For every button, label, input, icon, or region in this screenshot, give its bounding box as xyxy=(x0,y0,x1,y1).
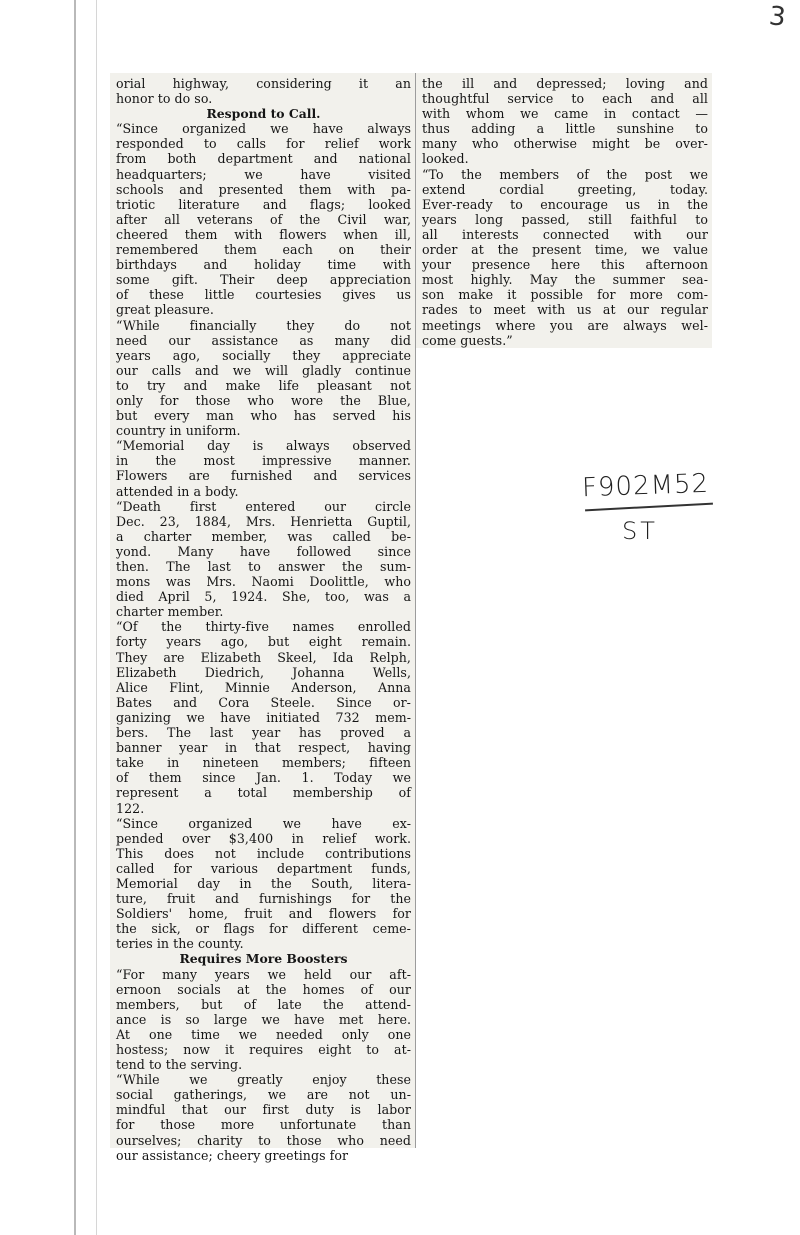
text-line: birthdays and holiday time with xyxy=(116,257,411,273)
text-line: Alice Flint, Minnie Anderson, Anna xyxy=(116,679,411,695)
text-line: for those more unfortunate than xyxy=(116,1117,411,1133)
text-line: “Since organized we have always xyxy=(116,121,411,137)
text-line: “To the members of the post we xyxy=(422,166,708,182)
text-line: hostess; now it requires eight to at- xyxy=(116,1042,411,1057)
text-line: responded to calls for relief work xyxy=(116,136,411,152)
text-line: Bates and Cora Steele. Since or- xyxy=(116,694,411,710)
right-column-text xyxy=(416,73,712,352)
text-line: “Death first entered our circle xyxy=(116,498,411,514)
text-line: tend to the serving. xyxy=(116,1057,243,1073)
text-line: some gift. Their deep appreciation xyxy=(116,272,411,288)
text-line: 122. xyxy=(116,800,145,816)
text-line: looked. xyxy=(422,151,469,167)
text-line: a charter member, was called be- xyxy=(116,528,411,544)
text-line: thoughtful service to each and all xyxy=(422,91,708,107)
text-line: triotic literature and flags; looked xyxy=(116,196,411,212)
text-line: thus adding a little sunshine to xyxy=(422,121,708,137)
text-line: of them since Jan. 1. Today we xyxy=(116,770,411,786)
text-line: extend cordial greeting, today. xyxy=(422,181,708,197)
page-fold xyxy=(96,0,97,1235)
text-line: Dec. 23, 1884, Mrs. Henrietta Guptil, xyxy=(116,513,411,529)
text-line: yond. Many have followed since xyxy=(116,543,411,559)
text-line: honor to do so. xyxy=(116,91,213,107)
text-line: with whom we came in contact — xyxy=(422,106,708,122)
text-line: This does not include contributions xyxy=(116,845,411,861)
text-line: country in uniform. xyxy=(116,423,241,439)
text-line: order at the present time, we value xyxy=(422,242,708,258)
text-line: ance is so large we have met here. xyxy=(116,1011,411,1027)
text-line: represent a total membership of xyxy=(116,785,411,801)
section-heading: Requires More Boosters xyxy=(179,951,348,967)
left-column-text xyxy=(110,73,415,1167)
text-line: schools and presented them with pa- xyxy=(116,181,411,197)
text-line: Memorial day in the South, litera- xyxy=(116,875,411,891)
text-line: come guests.” xyxy=(422,332,513,348)
text-line: most highly. May the summer sea- xyxy=(422,272,708,288)
text-line: mindful that our first duty is labor xyxy=(116,1102,411,1118)
text-line: forty years ago, but eight remain. xyxy=(116,634,411,650)
text-line: banner year in that respect, having xyxy=(116,740,411,756)
text-line: but every man who has served his xyxy=(116,408,411,424)
text-line: remembered them each on their xyxy=(116,242,411,258)
catalog-underline xyxy=(585,503,713,512)
page-edge xyxy=(74,0,76,1235)
text-line: many who otherwise might be over- xyxy=(422,136,708,152)
text-line: in the most impressive manner. xyxy=(116,453,411,469)
text-line: the sick, or flags for different ceme- xyxy=(116,921,411,937)
text-line: then. The last to answer the sum- xyxy=(116,559,411,574)
clipping-right-column xyxy=(416,73,712,348)
text-line: from both department and national xyxy=(116,151,411,167)
text-line: “Of the thirty-five names enrolled xyxy=(116,619,411,635)
text-line: great pleasure. xyxy=(116,302,214,318)
text-line: ture, fruit and furnishings for the xyxy=(116,891,411,907)
text-line: only for those who wore the Blue, xyxy=(116,392,411,408)
text-line: “For many years we held our aft- xyxy=(116,966,411,982)
page-number: 3 xyxy=(767,1,788,33)
text-line: social gatherings, we are not un- xyxy=(116,1087,411,1103)
text-line: need our assistance as many did xyxy=(116,332,411,348)
text-line: our calls and we will gladly continue xyxy=(116,362,411,378)
text-line: bers. The last year has proved a xyxy=(116,725,411,741)
text-line: your presence here this afternoon xyxy=(422,257,708,273)
text-line: members, but of late the attend- xyxy=(116,996,411,1012)
text-line: of these little courtesies gives us xyxy=(116,287,411,303)
archivist-initials: ST xyxy=(622,517,658,545)
text-line: Soldiers' home, fruit and flowers for xyxy=(116,906,411,922)
text-line: son make it possible for more com- xyxy=(422,287,708,303)
text-line: rades to meet with us at our regular xyxy=(422,302,708,318)
text-line: orial highway, considering it an xyxy=(116,76,411,91)
text-line: all interests connected with our xyxy=(422,226,708,242)
text-line: our assistance; cheery greetings for xyxy=(116,1147,349,1163)
text-line: Flowers are furnished and services xyxy=(116,468,411,484)
clipping-left-column xyxy=(110,73,415,1163)
text-line: They are Elizabeth Skeel, Ida Relph, xyxy=(116,649,411,665)
text-line: attended in a body. xyxy=(116,483,239,499)
text-line: died April 5, 1924. She, too, was a xyxy=(116,589,411,605)
text-line: ganizing we have initiated 732 mem- xyxy=(116,709,411,725)
text-line: take in nineteen members; fifteen xyxy=(116,755,411,771)
text-line: the ill and depressed; loving and xyxy=(422,76,708,91)
text-line: At one time we needed only one xyxy=(116,1026,411,1042)
text-line: headquarters; we have visited xyxy=(116,166,411,182)
text-line: after all veterans of the Civil war, xyxy=(116,211,411,227)
text-line: pended over $3,400 in relief work. xyxy=(116,830,411,846)
text-line: Ever-ready to encourage us in the xyxy=(422,196,708,212)
text-line: teries in the county. xyxy=(116,936,244,952)
section-heading: Respond to Call. xyxy=(206,106,321,122)
text-line: “While we greatly enjoy these xyxy=(116,1072,411,1088)
text-line: ourselves; charity to those who need xyxy=(116,1132,411,1148)
text-line: “Since organized we have ex- xyxy=(116,815,411,831)
text-line: years ago, socially they appreciate xyxy=(116,347,411,363)
text-line: “Memorial day is always observed xyxy=(116,438,411,454)
text-line: mons was Mrs. Naomi Doolittle, who xyxy=(116,574,411,590)
text-line: meetings where you are always wel- xyxy=(422,317,708,333)
text-line: charter member. xyxy=(116,604,224,620)
text-line: cheered them with flowers when ill, xyxy=(116,226,411,242)
text-line: years long passed, still faithful to xyxy=(422,211,708,227)
text-line: Elizabeth Diedrich, Johanna Wells, xyxy=(116,664,411,680)
text-line: called for various department funds, xyxy=(116,860,411,876)
text-line: ernoon socials at the homes of our xyxy=(116,981,411,997)
catalog-number: F902M52 xyxy=(581,468,710,504)
text-line: to try and make life pleasant not xyxy=(116,377,411,393)
text-line: “While financially they do not xyxy=(116,317,411,333)
